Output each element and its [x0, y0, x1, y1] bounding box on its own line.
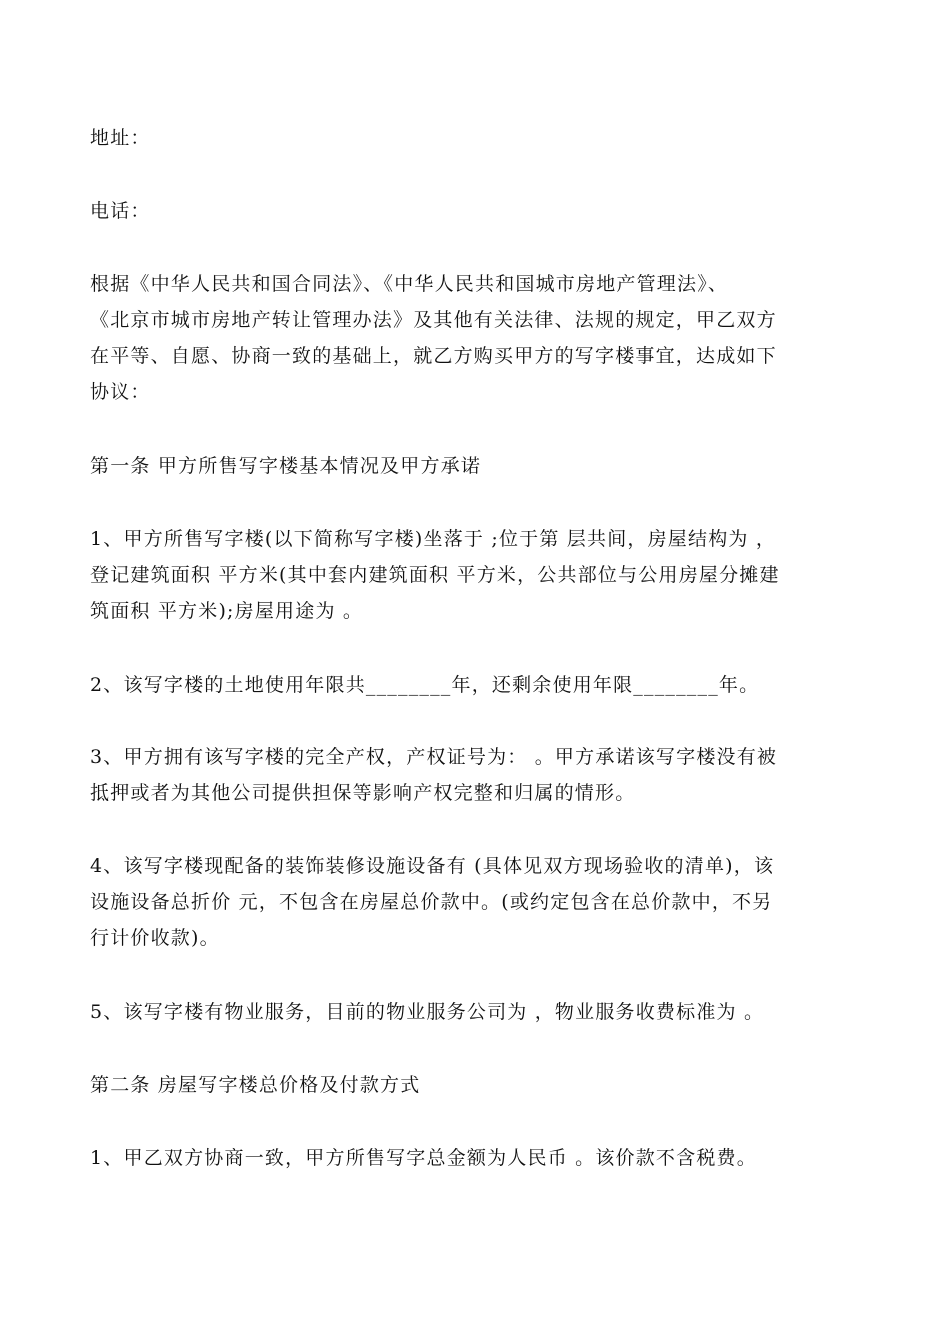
clause-line: 抵押或者为其他公司提供担保等影响产权完整和归属的情形。 [90, 782, 636, 804]
article-1-item-4 [90, 848, 862, 956]
clause-line: 设施设备总折价 元，不包含在房屋总价款中。(或约定包含在总价款中，不另 [90, 891, 773, 913]
article-2-item-1 [90, 1140, 862, 1176]
preamble-line: 根据《中华人民共和国合同法》、《中华人民共和国城市房地产管理法》、 [90, 273, 729, 295]
article-1-item-2 [90, 667, 862, 703]
preamble-line: 协议： [90, 381, 151, 403]
clause-line: 3、甲方拥有该写字楼的完全产权，产权证号为： 。甲方承诺该写字楼没有被 [90, 746, 778, 768]
clause-line: 筑面积 平方米);房屋用途为 。 [90, 600, 364, 622]
article-1-item-5 [90, 994, 862, 1030]
article-1-item-1 [90, 521, 862, 629]
phone-label: 电话： [90, 200, 151, 222]
clause-line: 1、甲方所售写字楼(以下简称写字楼)坐落于 ;位于第 层共间，房屋结构为 ， [90, 528, 777, 550]
article-1-heading: 第一条 甲方所售写字楼基本情况及甲方承诺 [90, 455, 482, 477]
clause-line: 1、甲乙双方协商一致，甲方所售写字总金额为人民币 。该价款不含税费。 [90, 1147, 757, 1169]
clause-line: 行计价收款)。 [90, 927, 220, 949]
clause-line: 2、该写字楼的土地使用年限共________年，还剩余使用年限________年。 [90, 674, 760, 696]
clause-line: 5、该写字楼有物业服务，目前的物业服务公司为 ，物业服务收费标准为 。 [90, 1001, 765, 1023]
clause-line: 4、该写字楼现配备的装饰装修设施设备有 (具体见双方现场验收的清单)，该 [90, 855, 775, 877]
preamble-line: 《北京市城市房地产转让管理办法》及其他有关法律、法规的规定，甲乙双方 [90, 309, 777, 331]
article-2-heading: 第二条 房屋写字楼总价格及付款方式 [90, 1074, 421, 1096]
address-label: 地址： [90, 127, 151, 149]
preamble-line: 在平等、自愿、协商一致的基础上，就乙方购买甲方的写字楼事宜，达成如下 [90, 345, 777, 367]
preamble-paragraph [90, 266, 862, 410]
article-1-item-3 [90, 739, 862, 811]
clause-line: 登记建筑面积 平方米(其中套内建筑面积 平方米，公共部位与公用房屋分摊建 [90, 564, 780, 586]
